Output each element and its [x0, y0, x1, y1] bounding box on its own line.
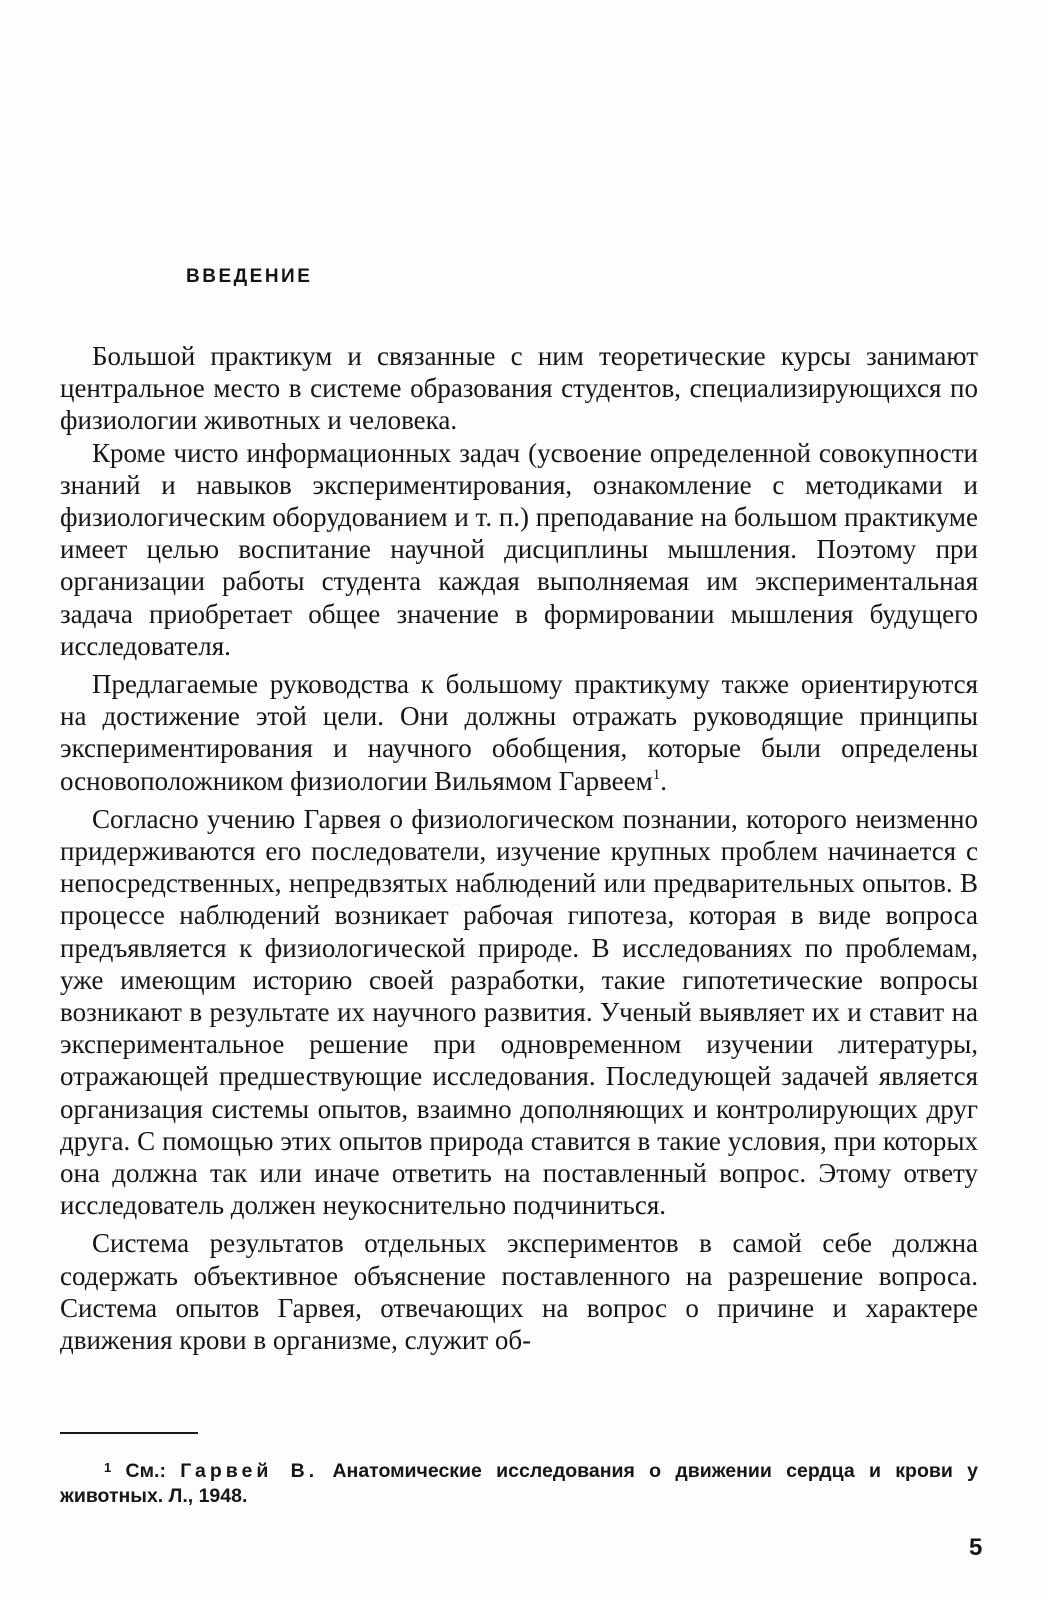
paragraph-text: Предлагаемые руководства к большому практикуму также ориентируются на достижение этой цели. Они должны отражать руководящие принципы экспериментирования и научного обобщения, которые были определены основоположником физиологии Вильямом Гарвеем — [60, 669, 978, 796]
paragraph: Большой практикум и связанные с ним теоретические курсы занимают центральное место в системе образования студентов, специализирующихся по физиологии животных и человека. — [60, 341, 978, 436]
footnote-prefix: См.: — [125, 1460, 166, 1482]
sentence-end: . — [660, 765, 667, 796]
paragraph: Кроме чисто информационных задач (усвоение определенной совокупности знаний и навыков экспериментирования, ознакомление с методиками и физиологическим оборудованием и т. п.) преподавание на большом практикуме имеет целью воспитание научной дисциплины мышления. Поэтому при организации работы студента каждая выполняемая им экспериментальная задача приобретает общее значение в формировании мышления будущего исследователя. — [60, 437, 978, 661]
footnote-author: Гарвей В. — [180, 1460, 319, 1482]
footnote-separator — [60, 1432, 198, 1434]
footnote-marker: 1 — [104, 1460, 112, 1475]
paragraph: Система результатов отдельных экспериментов в самой себе должна содержать объективное объяснение поставленного на разрешение вопроса. Система опытов Гарвея, отвечающих на вопрос о причине и характере движения крови в организме, служит об- — [60, 1228, 978, 1356]
footnote — [60, 1455, 978, 1509]
body-text — [60, 340, 978, 1356]
page-heading: ВВЕДЕНИЕ — [186, 266, 313, 287]
footnote-text: Анатомические исследования о движении сердца и крови у животных. Л., 1948. — [60, 1460, 978, 1507]
footnote-reference[interactable]: 1 — [652, 766, 661, 783]
page-number: 5 — [969, 1534, 983, 1561]
paragraph: Согласно учению Гарвея о физиологическом познании, которого неизменно придерживаются его последователи, изучение крупных проблем начинается с непосредственных, непредвзятых наблюдений или предварительных опытов. В процессе наблюдений возникает рабочая гипотеза, которая в виде вопроса предъявляется к физиологической природе. В исследованиях по проблемам, уже имеющим историю своей разработки, такие гипотетические вопросы возникают в результате их научного развития. Ученый выявляет их и ставит на экспериментальное решение при одновременном изучении литературы, отражающей предшествующие исследования. Последующей задачей является организация системы опытов, взаимно дополняющих и контролирующих друг друга. С помощью этих опытов природа ставится в такие условия, при которых она должна так или иначе ответить на поставленный вопрос. Этому ответу исследователь должен неукоснительно подчиниться. — [60, 803, 978, 1221]
paragraph-with-footnote — [60, 668, 978, 797]
